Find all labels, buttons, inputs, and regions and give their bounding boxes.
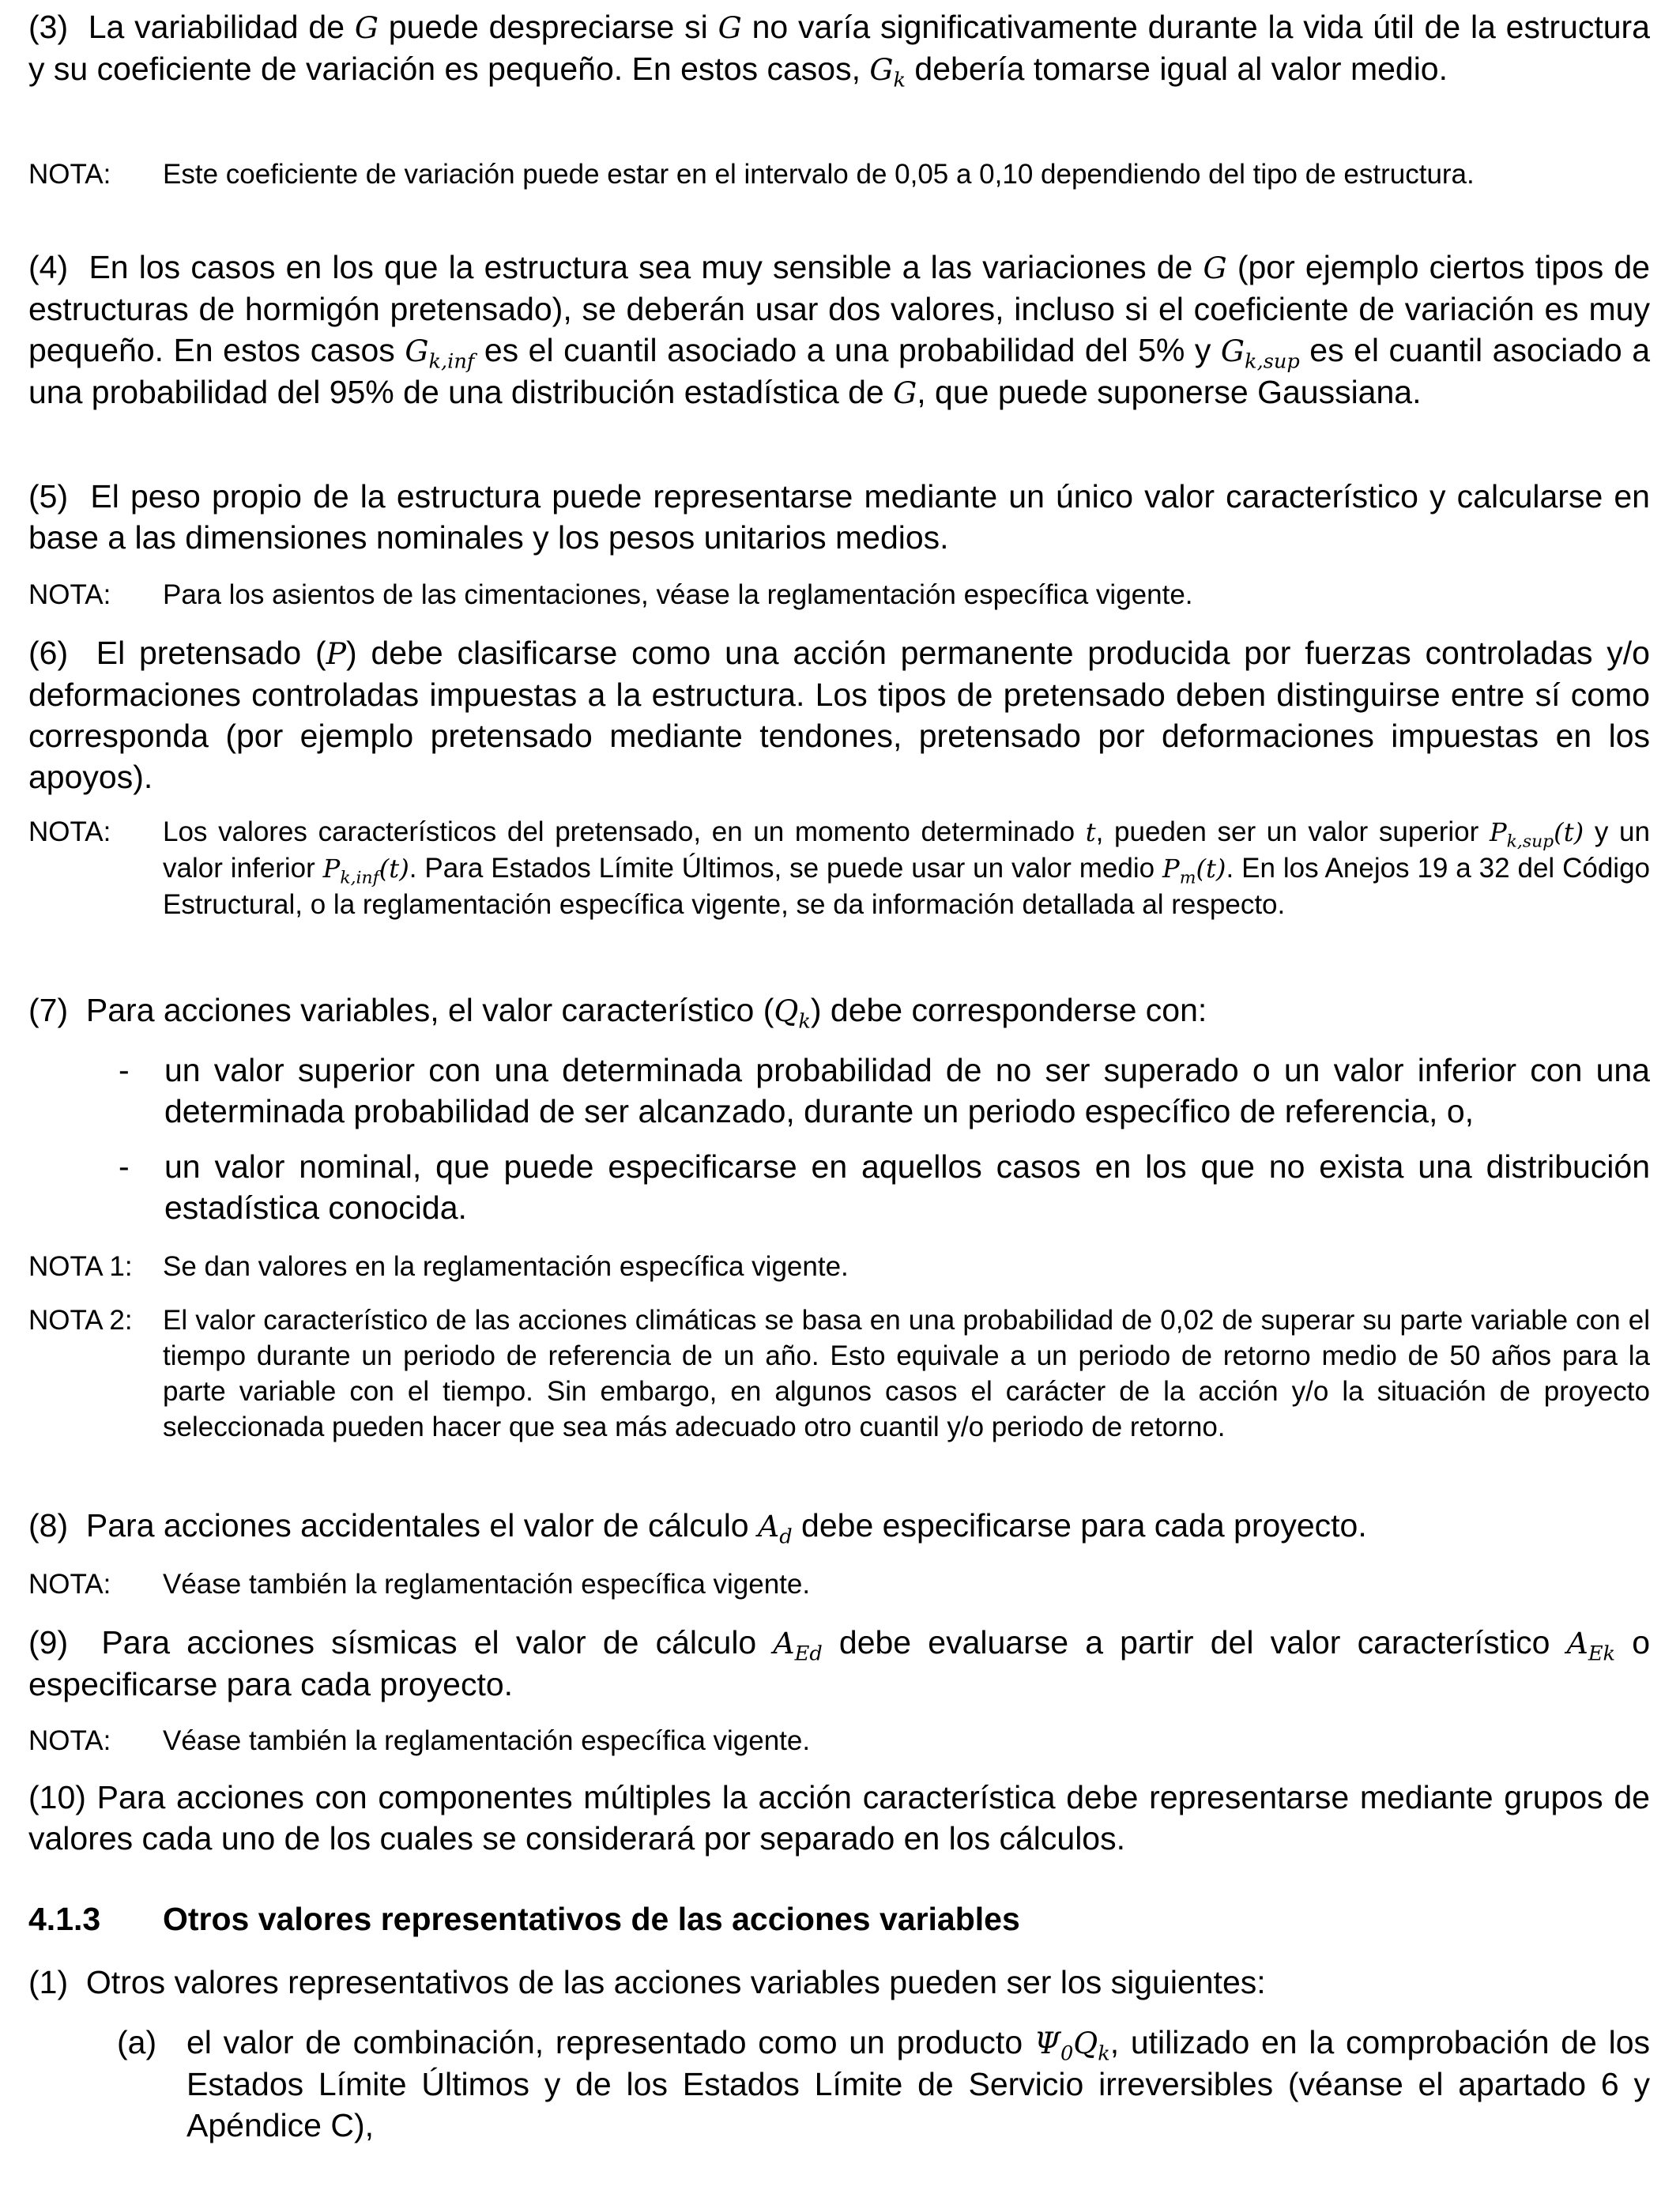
- paragraph-number: (8): [28, 1507, 69, 1544]
- note-5: [28, 577, 1650, 613]
- list-dash: -: [119, 1052, 130, 1088]
- note-label: NOTA:: [28, 1725, 111, 1756]
- paragraph-number: (9): [28, 1624, 69, 1661]
- paragraph-10: [28, 1777, 1650, 1859]
- math-symbol: G: [354, 10, 379, 45]
- paragraph-number: (7): [28, 992, 69, 1028]
- note-label: NOTA 1:: [28, 1251, 133, 1282]
- section-title: Otros valores representativos de las acciones variables: [163, 1901, 1020, 1937]
- text-run: Los valores característicos del pretensado, en un momento determinado: [163, 816, 1086, 847]
- sub-item-label: (a): [117, 2024, 157, 2060]
- math-symbol: $A_{Ed}$: [773, 1626, 823, 1666]
- paragraph-9: [28, 1622, 1650, 1705]
- math-symbol: G: [893, 375, 917, 410]
- math-symbol: P: [326, 636, 347, 671]
- math-symbol: $G_{k,inf}$: [405, 334, 475, 374]
- note-7-1: [28, 1249, 1650, 1284]
- paragraph-7: [28, 990, 1650, 1034]
- math-symbol: $A_d$: [758, 1509, 793, 1549]
- paragraph-3: [28, 6, 1650, 90]
- list-item: [111, 1146, 1650, 1228]
- note-8: [28, 1566, 1650, 1602]
- math-symbol: G: [1203, 251, 1227, 285]
- text-run: La variabilidad de: [88, 9, 355, 45]
- text-run: no varía significativamente durante la vida útil de la estructura y su coeficiente de variación es pequeño. En estos casos,: [28, 9, 1650, 87]
- note-text: Véase también la reglamentación específica vigente.: [163, 1725, 811, 1756]
- math-symbol: $P_{k,inf}(t)$: [322, 854, 409, 888]
- math-symbol: $\Psi_0Q_k$: [1034, 2026, 1110, 2066]
- list-item: [111, 1050, 1650, 1132]
- note-text: El valor característico de las acciones climáticas se basa en una probabilidad de 0,02 de superar su parte variable con el tiempo durante un periodo de referencia de un año. Esto equivale a un periodo de retorno medio de 50 años para la parte variable con el tiempo. Sin embargo, en algunos casos el carácter de la acción y/o la situación de proyecto seleccionada pueden hacer que sea más adecuado otro cuantil y/o periodo de retorno.: [163, 1305, 1650, 1442]
- math-symbol: G: [718, 10, 742, 45]
- text-run: Para acciones con componentes múltiples la acción característica debe representarse mediante grupos de valores cada uno de los cuales se considerará por separado en los cálculos.: [28, 1779, 1650, 1857]
- paragraph-s1: [28, 1962, 1650, 2003]
- text-run: debe evaluarse a partir del valor característico: [822, 1624, 1567, 1661]
- text-run: debería tomarse igual al valor medio.: [906, 51, 1448, 87]
- text-run: y un valor inferior: [163, 816, 1650, 884]
- note-label: NOTA:: [28, 1569, 111, 1600]
- note-text: Véase también la reglamentación específica vigente.: [163, 1569, 811, 1600]
- list-item-text: un valor nominal, que puede especificarse en aquellos casos en los que no exista una distribución estadística conocida.: [164, 1148, 1650, 1226]
- note-7-2: [28, 1302, 1650, 1445]
- text-run: Para acciones variables, el valor característico (: [85, 992, 774, 1028]
- text-run: Otros valores representativos de las acciones variables pueden ser los siguientes:: [85, 1964, 1266, 2000]
- note-label: NOTA 2:: [28, 1305, 133, 1336]
- note-text: Se dan valores en la reglamentación específica vigente.: [163, 1251, 849, 1282]
- text-run: Para acciones accidentales el valor de cálculo: [85, 1507, 758, 1544]
- text-run: el valor de combinación, representado como un producto: [186, 2024, 1034, 2060]
- math-symbol: t: [1085, 817, 1096, 847]
- note-label: NOTA:: [28, 816, 111, 847]
- text-run: El pretensado (: [96, 635, 326, 671]
- paragraph-number: (1): [28, 1964, 69, 2000]
- math-symbol: $G_{k,sup}$: [1220, 334, 1300, 374]
- note-label: NOTA:: [28, 159, 111, 190]
- text-run: o especificarse para cada proyecto.: [28, 1624, 1651, 1702]
- text-run: es el cuantil asociado a una probabilidad del 95% de una distribución estadística de: [28, 332, 1651, 410]
- text-run: , pueden ser un valor superior: [1095, 816, 1490, 847]
- note-text: Para los asientos de las cimentaciones, véase la reglamentación específica vigente.: [163, 579, 1193, 610]
- math-symbol: $P_m(t)$: [1162, 854, 1226, 888]
- text-run: . Para Estados Límite Últimos, se puede usar un valor medio: [409, 853, 1163, 884]
- text-run: Para acciones sísmicas el valor de cálculo: [101, 1624, 774, 1661]
- note-3: [28, 156, 1650, 192]
- text-run: En los casos en los que la estructura sea muy sensible a las variaciones de: [89, 249, 1203, 285]
- math-symbol: $G_k$: [869, 52, 906, 92]
- text-run: , utilizado en la comprobación de los Estados Límite Últimos y de los Estados Límite de Servicio irreversibles (véanse el apartado 6 y Apéndice C),: [186, 2024, 1650, 2143]
- paragraph-5: [28, 476, 1650, 558]
- text-run: debe especificarse para cada proyecto.: [792, 1507, 1367, 1544]
- note-6: [28, 814, 1650, 922]
- text-run: ) debe corresponderse con:: [810, 992, 1207, 1028]
- paragraph-number: (10): [28, 1779, 86, 1815]
- note-label: NOTA:: [28, 579, 111, 610]
- math-symbol: $P_{k,sup}(t)$: [1489, 817, 1584, 852]
- text-run: El peso propio de la estructura puede representarse mediante un único valor característico y calcularse en base a las dimensiones nominales y los pesos unitarios medios.: [28, 478, 1650, 556]
- math-symbol: $Q_k$: [774, 993, 811, 1034]
- note-9: [28, 1723, 1650, 1759]
- note-text: Este coeficiente de variación puede estar en el intervalo de 0,05 a 0,10 dependiendo del tipo de estructura.: [163, 159, 1475, 190]
- paragraph-number: (5): [28, 478, 69, 515]
- paragraph-number: (6): [28, 635, 69, 671]
- text-run: , que puede suponerse Gaussiana.: [917, 374, 1422, 410]
- paragraph-4: [28, 247, 1650, 413]
- text-run: es el cuantil asociado a una probabilidad del 5% y: [474, 332, 1221, 368]
- text-run: (por ejemplo ciertos tipos de estructuras de hormigón pretensado), se deberán usar dos valores, incluso si el coeficiente de variación es muy pequeño. En estos casos: [28, 249, 1650, 368]
- text-run: . En los Anejos 19 a 32 del Código Estructural, o la reglamentación específica vigente, se da información detallada al respecto.: [163, 853, 1651, 920]
- paragraph-number: (3): [28, 9, 69, 45]
- section-heading: [28, 1898, 1020, 1940]
- list-dash: -: [119, 1148, 130, 1185]
- sub-item-a: [117, 2022, 1650, 2146]
- paragraph-number: (4): [28, 249, 69, 285]
- paragraph-6: [28, 632, 1650, 797]
- paragraph-8: [28, 1505, 1650, 1547]
- text-run: ) debe clasificarse como una acción permanente producida por fuerzas controladas y/o deformaciones controladas impuestas a la estructura. Los tipos de pretensado deben distinguirse entre sí como corresponda (por ejemplo pretensado mediante tendones, pretensado por deformaciones impuestas en los apoyos).: [28, 635, 1650, 795]
- list-item-text: un valor superior con una determinada probabilidad de no ser superado o un valor inferior con una determinada probabilidad de ser alcanzado, durante un periodo específico de referencia, o,: [164, 1052, 1650, 1129]
- math-symbol: $A_{Ek}$: [1566, 1626, 1616, 1666]
- text-run: puede despreciarse si: [378, 9, 718, 45]
- section-number: 4.1.3: [28, 1901, 101, 1937]
